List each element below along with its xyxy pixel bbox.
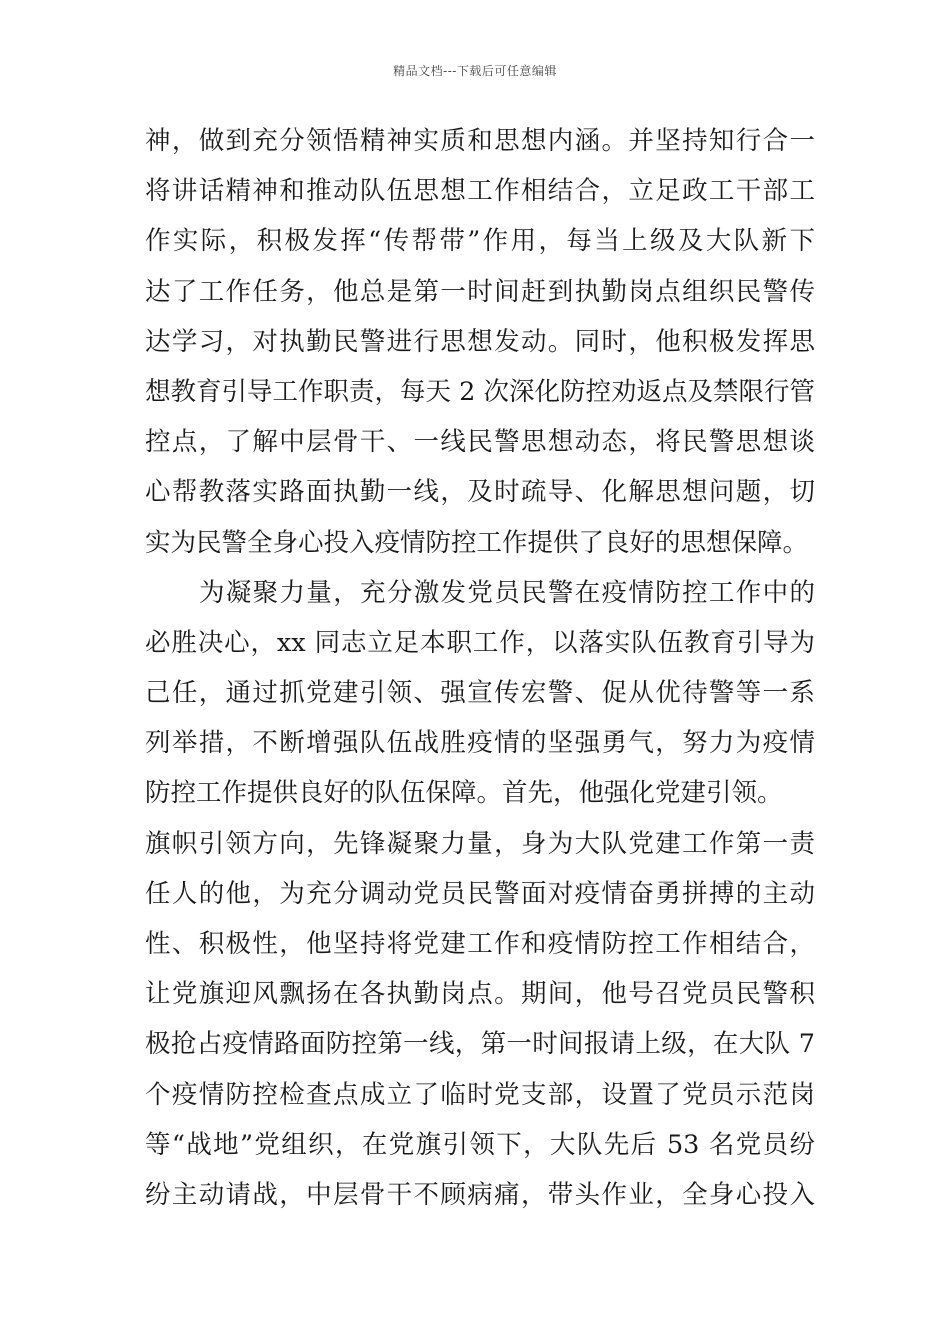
text-line: 神，做到充分领悟精神实质和思想内涵。并坚持知行合一: [145, 126, 815, 156]
text-line: 等“战地”党组织，在党旗引领下，大队先后 53 名党员纷: [145, 1129, 815, 1160]
text-line: 极抢占疫情路面防控第一线，第一时间报请上级，在大队 7: [145, 1029, 815, 1060]
text-line: 让党旗迎风飘扬在各执勤岗点。期间，他号召党员民警积: [145, 979, 815, 1010]
text-line: 必胜决心，xx 同志立足本职工作，以落实队伍教育引导为: [145, 627, 815, 658]
text-line: 防控工作提供良好的队伍保障。首先，他强化党建引领。: [145, 778, 783, 809]
document-body: [145, 124, 815, 1228]
paragraph-2: [145, 576, 815, 1228]
page-header: 精品文档---下载后可任意编辑: [393, 64, 557, 78]
text-line: 为凝聚力量，充分激发党员民警在疫情防控工作中的: [199, 577, 815, 608]
text-line: 旗帜引领方向，先锋凝聚力量，身为大队党建工作第一责: [145, 828, 815, 859]
text-line: 作实际，积极发挥“传帮带”作用，每当上级及大队新下: [145, 226, 815, 257]
text-line: 将讲话精神和推动队伍思想工作相结合，立足政工干部工: [145, 176, 815, 207]
text-line: 心帮教落实路面执勤一线，及时疏导、化解思想问题，切: [145, 477, 815, 508]
text-line: 纷主动请战，中层骨干不顾病痛，带头作业，全身心投入: [145, 1179, 815, 1210]
text-line: 达了工作任务，他总是第一时间赶到执勤岗点组织民警传: [145, 276, 815, 307]
text-line: 实为民警全身心投入疫情防控工作提供了良好的思想保障。: [145, 527, 809, 558]
text-line: 控点，了解中层骨干、一线民警思想动态，将民警思想谈: [145, 427, 815, 458]
paragraph-1: [145, 124, 815, 576]
text-line: 个疫情防控检查点成立了临时党支部，设置了党员示范岗: [145, 1079, 815, 1110]
text-line: 性、积极性，他坚持将党建工作和疫情防控工作相结合，: [145, 929, 815, 959]
text-line: 己任，通过抓党建引领、强宣传宏警、促从优待警等一系: [145, 678, 815, 709]
text-line: 列举措，不断增强队伍战胜疫情的坚强勇气，努力为疫情: [145, 728, 815, 759]
text-line: 达学习，对执勤民警进行思想发动。同时，他积极发挥思: [145, 326, 815, 357]
text-line: 想教育引导工作职责，每天 2 次深化防控劝返点及禁限行管: [145, 376, 815, 407]
text-line: 任人的他，为充分调动党员民警面对疫情奋勇拼搏的主动: [145, 878, 815, 909]
